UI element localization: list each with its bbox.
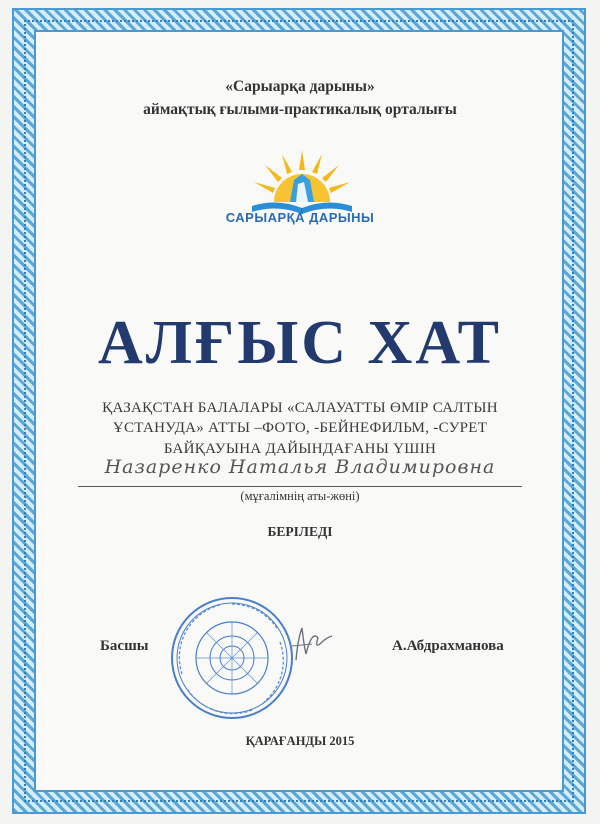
certificate-title: АЛҒЫС ХАТ — [97, 309, 503, 377]
head-label: Басшы — [100, 638, 149, 654]
organization-subtitle: аймақтық ғылыми-практикалық орталығы — [143, 101, 457, 118]
name-underline — [78, 486, 522, 487]
organization-name: «Сарыарқа дарыны» — [225, 78, 375, 95]
handwritten-signature-icon — [282, 620, 342, 670]
logo-brand-text: САРЫАРҚА ДАРЫНЫ — [225, 210, 375, 225]
head-name: А.Абдрахманова — [392, 638, 504, 654]
reason-line-1: ҚАЗАҚСТАН БАЛАЛАРЫ «САЛАУАТТЫ ӨМІР САЛТЫН — [102, 400, 498, 416]
reason-line-2: ҰСТАНУДА» АТТЫ –ФОТО, -БЕЙНЕФИЛЬМ, -СУРЕТ — [112, 420, 488, 436]
official-seal-icon — [168, 594, 296, 722]
city-year: ҚАРАҒАНДЫ 2015 — [245, 734, 355, 748]
recipient-caption: (мұғалімнің аты-жөні) — [240, 489, 360, 503]
awarded-text: БЕРІЛЕДІ — [267, 524, 333, 539]
recipient-name: Назаренко Наталья Владимировна — [104, 456, 496, 478]
reason-line-3: БАЙҚАУЫНА ДАЙЫНДАҒАНЫ ҮШІН — [163, 441, 437, 457]
